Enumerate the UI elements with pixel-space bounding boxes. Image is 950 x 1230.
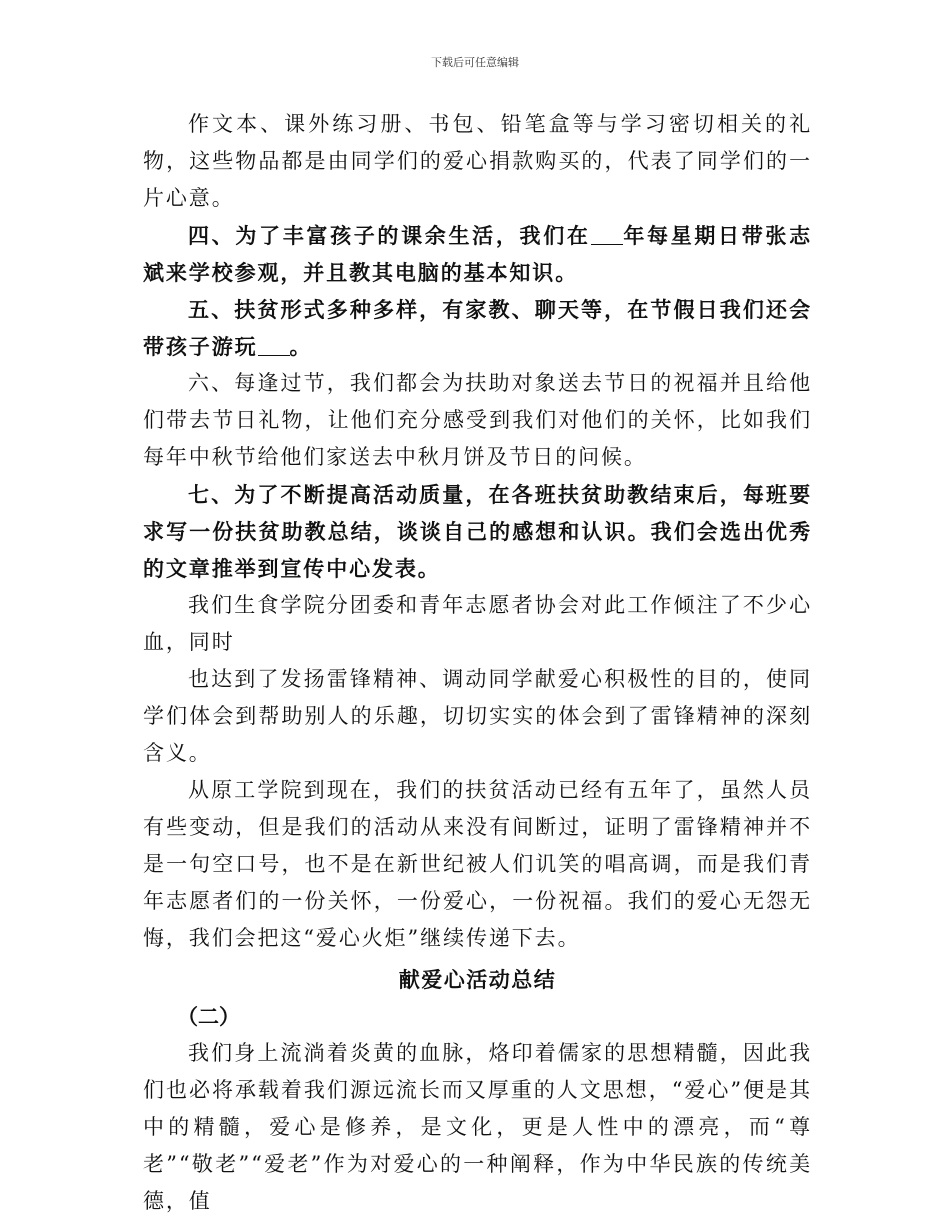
paragraph-item-seven: 七、为了不断提高活动质量，在各班扶贫助教结束后，每班要求写一份扶贫助教总结，谈谈自己的感想和认识。我们会选出优秀的文章推举到宣传中心发表。 [143, 482, 812, 581]
paragraph-item-four-part1: 四、为了丰富孩子的课余生活，我们在 [188, 223, 591, 248]
page-header: 下载后可任意编辑 [431, 56, 519, 69]
fill-blank [591, 224, 623, 245]
paragraph-item-five-part1: 五、扶贫形式多种多样，有家教、聊天等，在节假日我们还会带孩子游玩 [143, 297, 812, 359]
fill-blank [258, 335, 290, 356]
paragraph-item-six: 六、每逢过节，我们都会为扶助对象送去节日的祝福并且给他们带去节日礼物，让他们充分感受到我们对他们的关怀，比如我们每年中秋节给他们家送去中秋月饼及节日的问候。 [143, 371, 812, 469]
paragraph-item-four [143, 217, 812, 291]
paragraph-item-five [143, 291, 812, 365]
paragraph-heritage: 我们身上流淌着炎黄的血脉，烙印着儒家的思想精髓，因此我们也必将承载着我们源远流长而又厚重的人文思想，“爱心”便是其中的精髓，爱心是修养，是文化，更是人性中的漂亮，而“尊老”“敬老”“爱老”作为对爱心的一种阐释，作为中华民族的传统美德，值 [143, 1041, 812, 1213]
section-title: 献爱心活动总结 [398, 967, 557, 992]
paragraph-history: 从原工学院到现在，我们的扶贫活动已经有五年了，虽然人员有些变动，但是我们的活动从来没有间断过，证明了雷锋精神并不是一句空口号，也不是在新世纪被人们讥笑的唱高调，而是我们青年志愿者们的一份关怀，一份爱心，一份祝福。我们的爱心无怨无悔，我们会把这“爱心火炬”继续传递下去。 [143, 778, 812, 950]
paragraph-purpose: 也达到了发扬雷锋精神、调动同学献爱心积极性的目的，使同学们体会到帮助别人的乐趣，切切实实的体会到了雷锋精神的深刻含义。 [143, 667, 812, 765]
paragraph-gifts: 作文本、课外练习册、书包、铅笔盒等与学习密切相关的礼物，这些物品都是由同学们的爱心捐款购买的，代表了同学们的一片心意。 [143, 112, 812, 210]
section-subtitle: （二） [177, 1004, 240, 1029]
document-body [143, 106, 812, 1220]
paragraph-effort: 我们生食学院分团委和青年志愿者协会对此工作倾注了不少心血，同时 [143, 593, 812, 654]
paragraph-item-four-part2: 年每星期日带张志斌来学校参观，并且教其电脑的基本知识。 [143, 223, 812, 285]
paragraph-item-five-part2: 。 [289, 334, 313, 359]
